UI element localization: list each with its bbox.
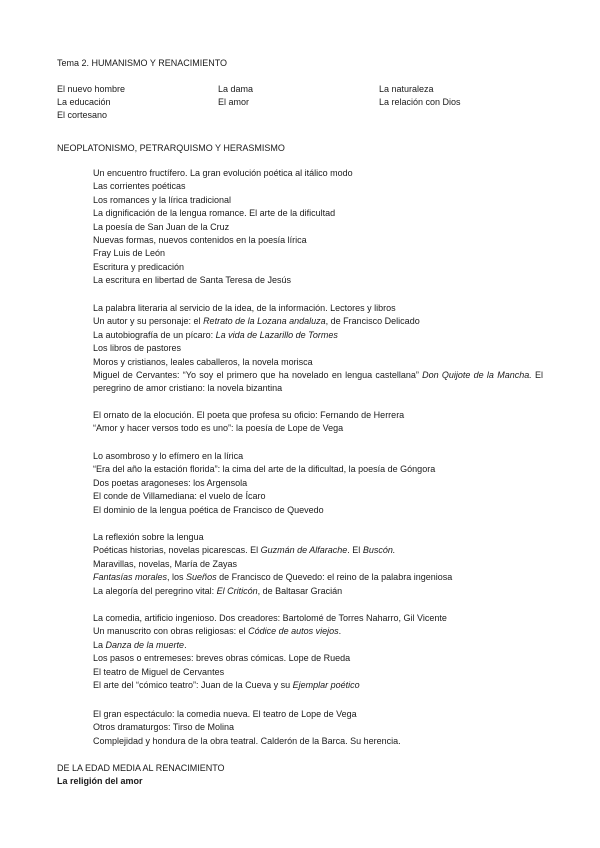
content-block [93, 302, 543, 396]
text-line: El conde de Villamediana: el vuelo de Ícaro [93, 491, 266, 502]
text-line: Los pasos o entremeses: breves obras cómicas. Lope de Rueda [93, 653, 351, 664]
text-line: La comedia, artificio ingenioso. Dos creadores: Bartolomé de Torres Naharro, Gil Vicente [93, 613, 447, 623]
text-segment: , de Francisco Delicado [325, 316, 420, 327]
text-line: Los libros de pastores [93, 343, 182, 354]
text-line: Las corrientes poéticas [93, 181, 186, 192]
text-segment: Poéticas historias, novelas picarescas. El [93, 545, 261, 556]
section-heading: DE LA EDAD MEDIA AL RENACIMIENTO [57, 763, 225, 773]
subsection-heading: La religión del amor [57, 776, 143, 786]
text-line: Otros dramaturgos: Tirso de Molina [93, 722, 235, 733]
text-line: El teatro de Miguel de Cervantes [93, 666, 225, 677]
text-line: La poesía de San Juan de la Cruz [93, 221, 230, 232]
text-line: La escritura en libertad de Santa Teresa de Jesús [93, 275, 291, 286]
text-segment: , los [167, 572, 187, 583]
text-line [93, 544, 543, 557]
content-block [93, 167, 543, 288]
italic-title: El Criticón [216, 585, 258, 596]
text-segment: de Francisco de Quevedo: el reino de la palabra ingeniosa [216, 572, 453, 583]
text-line [93, 639, 543, 652]
text-line: El dominio de la lengua poética de Francisco de Quevedo [93, 504, 324, 515]
topics-grid [57, 84, 517, 123]
text-line: Nuevas formas, nuevos contenidos en la poesía lírica [93, 234, 307, 245]
text-line [93, 369, 543, 396]
text-segment: . El [347, 545, 363, 556]
text-segment: La [93, 639, 106, 650]
italic-title: Ejemplar poético [292, 679, 360, 690]
content-block [93, 708, 543, 748]
text-segment: Miguel de Cervantes: “Yo soy el primero que ha novelado en lengua castellana” [93, 369, 423, 380]
text-line [93, 571, 543, 584]
italic-title: Don Quijote de la Mancha. [422, 369, 532, 380]
text-segment: . [338, 626, 342, 637]
content-block [93, 450, 543, 517]
italic-title: Buscón. [362, 545, 396, 556]
topics-row [57, 97, 517, 110]
text-segment: La autobiografía de un pícaro: [93, 329, 216, 340]
text-line: Escritura y predicación [93, 261, 185, 272]
text-line: “Amor y hacer versos todo es uno”: la poesía de Lope de Vega [93, 423, 344, 434]
text-line [93, 585, 543, 598]
text-segment: . [184, 639, 187, 650]
italic-title: Guzmán de Alfarache [260, 545, 348, 556]
text-line: Un encuentro fructífero. La gran evolución poética al itálico modo [93, 168, 353, 178]
topic-item: La educación [57, 97, 111, 107]
text-line: Los romances y la lírica tradicional [93, 194, 232, 205]
text-segment: Un manuscrito con obras religiosas: el [93, 626, 249, 637]
text-line [93, 315, 543, 328]
topics-row [57, 84, 517, 97]
text-line: Dos poetas aragoneses: los Argensola [93, 477, 248, 488]
text-line: La dignificación de la lengua romance. El arte de la dificultad [93, 208, 336, 219]
text-line: El gran espectáculo: la comedia nueva. El teatro de Lope de Vega [93, 709, 357, 719]
text-segment: El peregrino de amor cristiano: la novela bizantina [93, 369, 543, 394]
text-segment: Un autor y su personaje: el [93, 316, 204, 327]
section-heading: NEOPLATONISMO, PETRARQUISMO Y HERASMISMO [57, 143, 285, 153]
text-segment: , de Baltasar Gracián [257, 585, 343, 596]
italic-title: Retrato de la Lozana andaluza [203, 316, 326, 327]
topic-item: El nuevo hombre [57, 84, 126, 94]
topics-row [57, 110, 517, 123]
topic-item: La dama [218, 84, 254, 94]
text-segment: La alegoría del peregrino vital: [93, 585, 217, 596]
text-line: La palabra literaria al servicio de la idea, de la información. Lectores y libros [93, 303, 396, 313]
text-line [93, 329, 543, 342]
document-title: Tema 2. HUMANISMO Y RENACIMIENTO [57, 58, 228, 68]
text-line: Maravillas, novelas, María de Zayas [93, 558, 238, 569]
text-line: Moros y cristianos, leales caballeros, la novela morisca [93, 356, 313, 367]
text-line: Fray Luis de León [93, 248, 166, 259]
text-line: Complejidad y hondura de la obra teatral. Calderón de la Barca. Su herencia. [93, 735, 401, 746]
text-line [93, 679, 543, 692]
topic-item: La relación con Dios [379, 97, 461, 107]
topic-item: El amor [218, 97, 250, 107]
content-block [93, 612, 543, 692]
content-block [93, 409, 543, 436]
italic-title: Sueños [186, 572, 217, 583]
italic-title: Danza de la muerte [105, 639, 185, 650]
text-line: El ornato de la elocución. El poeta que profesa su oficio: Fernando de Herrera [93, 410, 405, 420]
topic-item: La naturaleza [379, 84, 434, 94]
italic-title: La vida de Lazarillo de Tormes [215, 329, 338, 340]
text-line: La reflexión sobre la lengua [93, 532, 204, 542]
text-segment: El arte del “cómico teatro”: Juan de la Cueva y su [93, 679, 293, 690]
italic-title: Fantasías morales [93, 572, 168, 583]
text-line [93, 625, 543, 638]
italic-title: Códice de autos viejos [248, 626, 339, 637]
text-line: Lo asombroso y lo efímero en la lírica [93, 451, 244, 461]
content-block [93, 531, 543, 598]
topic-item: El cortesano [57, 110, 108, 120]
text-line: “Era del año la estación florida”: la cima del arte de la dificultad, la poesía de Góngora [93, 464, 436, 475]
